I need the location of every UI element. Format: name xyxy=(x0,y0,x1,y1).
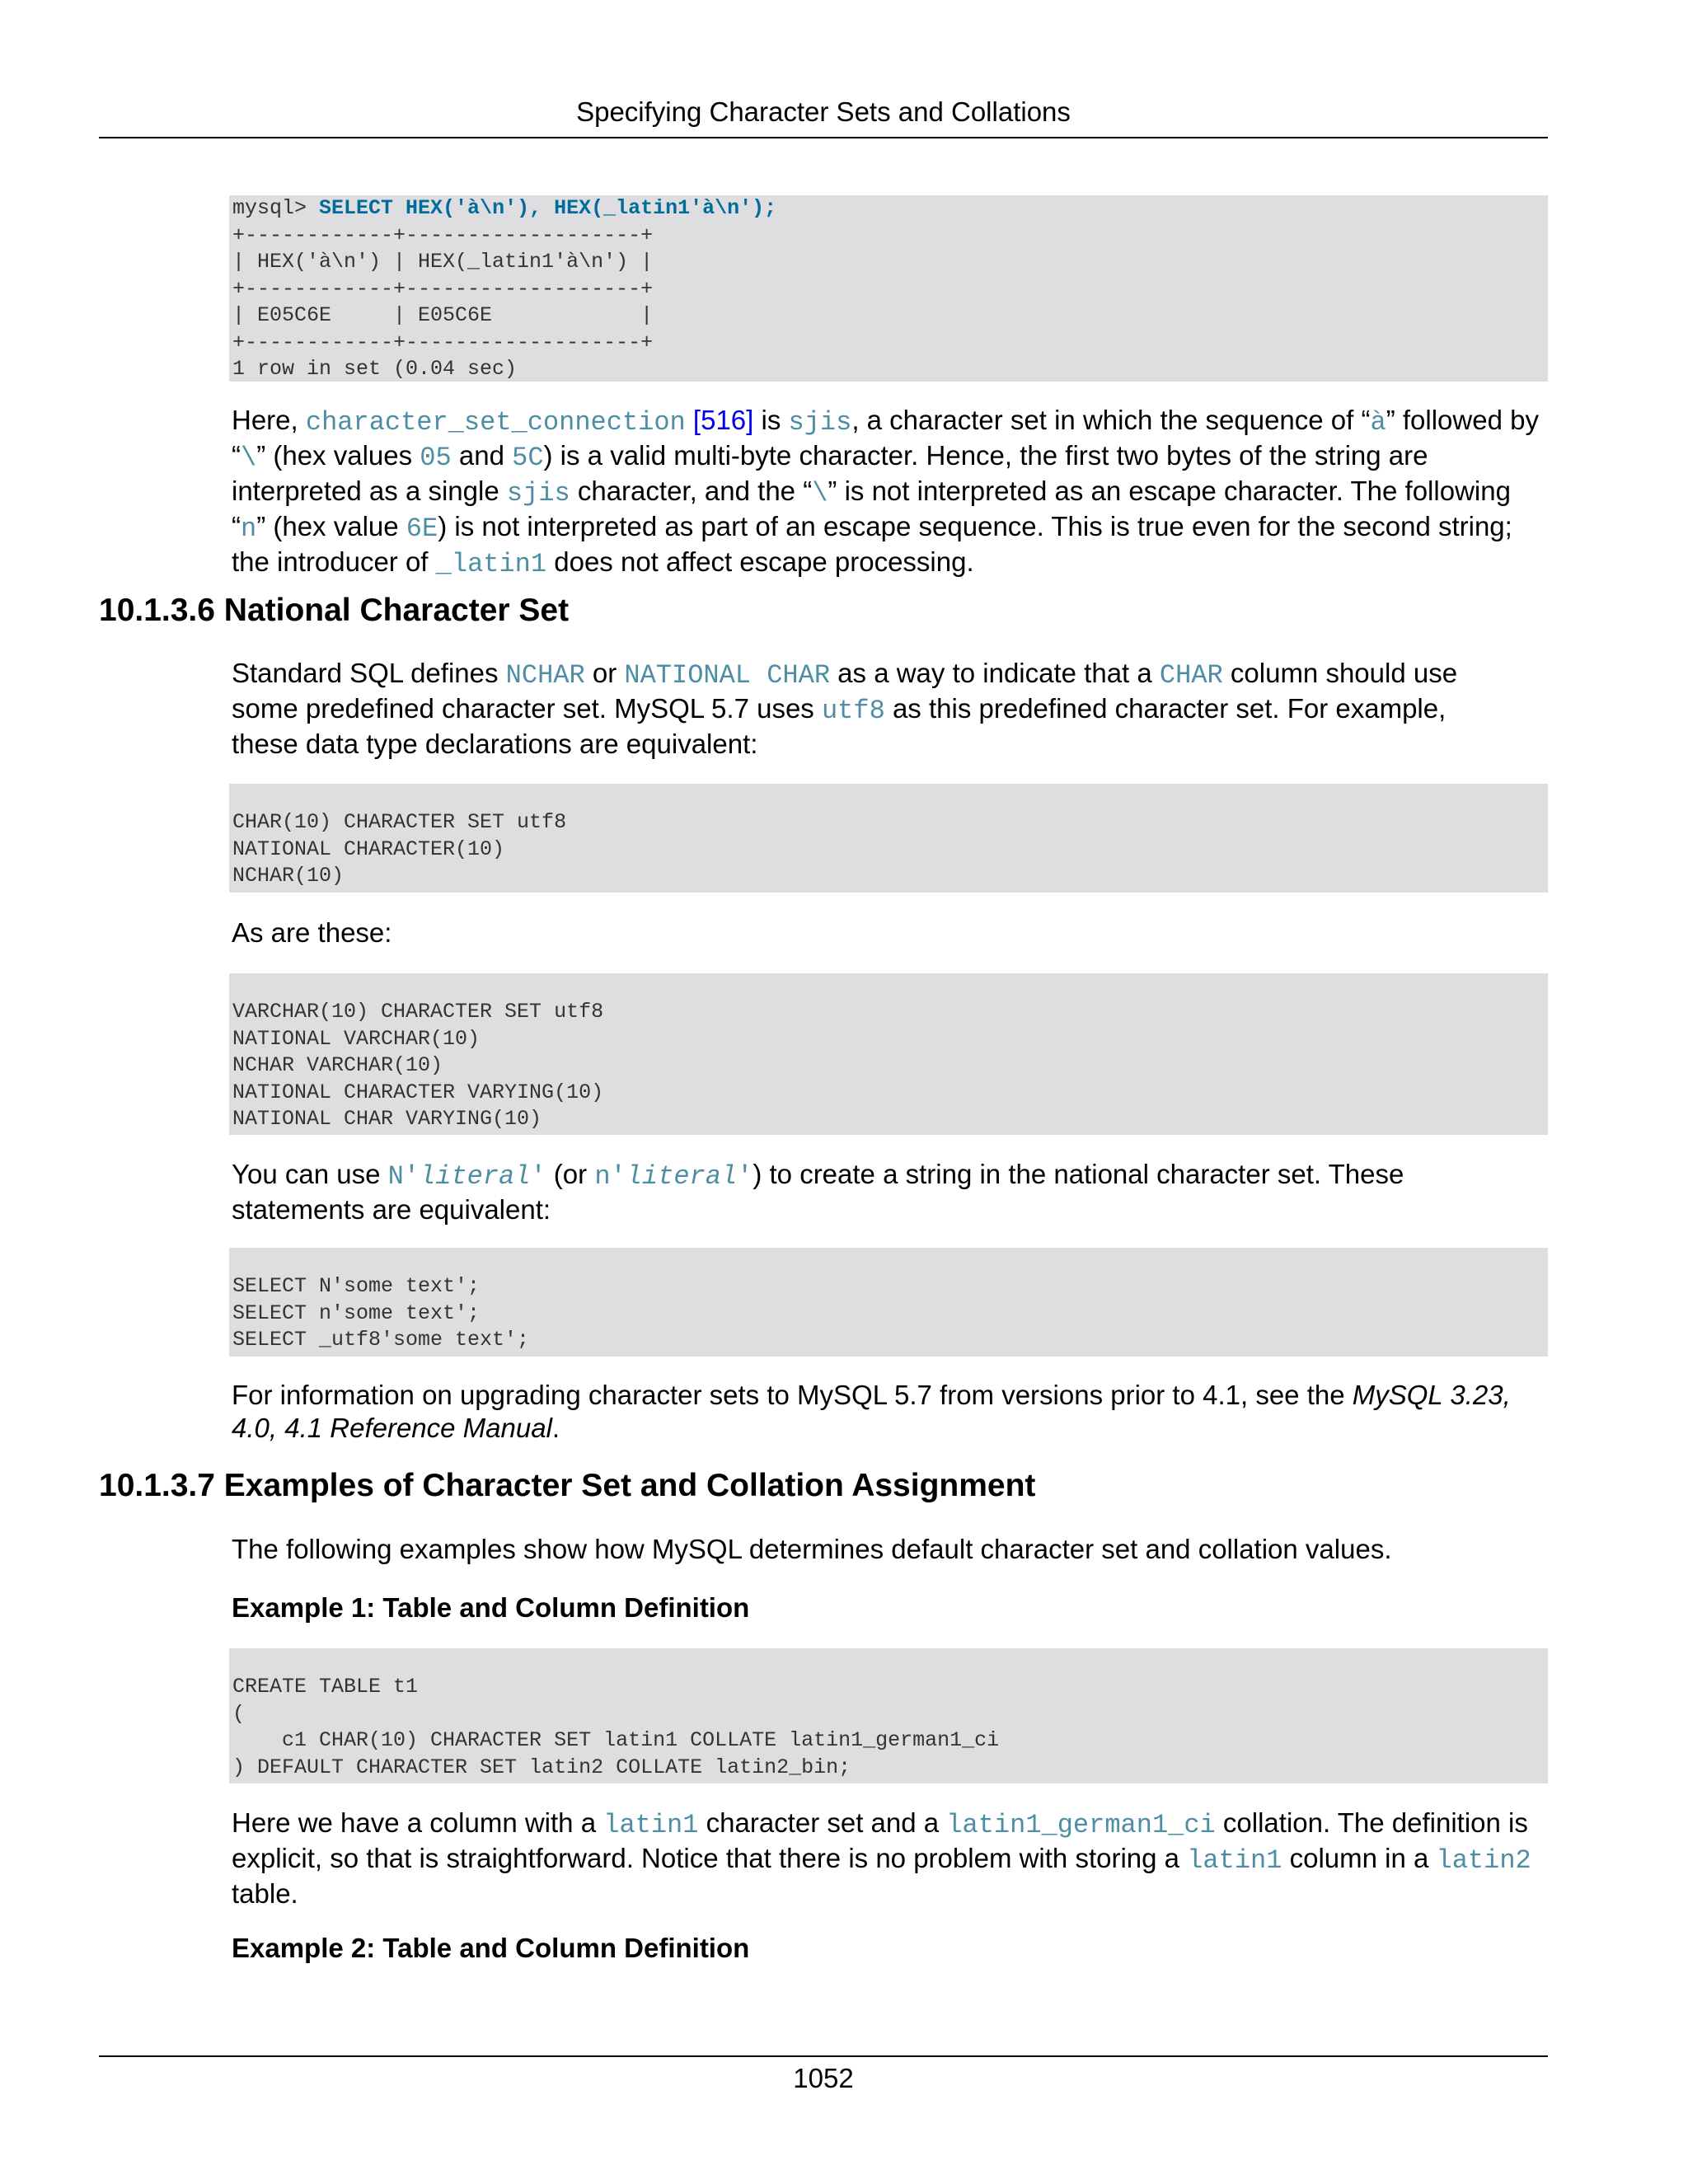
code-latin1: latin1 xyxy=(603,1810,699,1840)
code-block-create-table: CREATE TABLE t1 ( c1 CHAR(10) CHARACTER SET latin1 COLLATE latin1_german1_ci ) DEFAULT CHARACTER SET latin2 COLLATE latin2_bin; xyxy=(229,1648,1548,1783)
text: or xyxy=(584,658,625,688)
code-literal: literal xyxy=(626,1161,738,1192)
paragraph-national-literal xyxy=(232,1158,1443,1226)
code-quote: ' xyxy=(737,1161,753,1192)
code-sjis: sjis xyxy=(788,407,852,438)
text: column should use some predefined character set. MySQL 5.7 uses xyxy=(232,658,1458,724)
text: ” followed by “ xyxy=(232,405,1539,471)
text: ) to create a string in the national character set. These statements are equivalent: xyxy=(232,1159,1404,1225)
example-2-heading: Example 2: Table and Column Definition xyxy=(232,1933,750,1963)
text: as this predefined character set. For example, these data type declarations are equivalent: xyxy=(232,693,1447,759)
text: ) is not interpreted as part of an escape sequence. This is true even for the second string; the introducer of xyxy=(232,511,1512,577)
text: . xyxy=(551,1413,560,1443)
code-hex-5c: 5C xyxy=(512,443,544,473)
text: (or xyxy=(546,1159,595,1189)
code-national-char: NATIONAL CHAR xyxy=(624,660,831,691)
paragraph-upgrading-info xyxy=(232,1379,1549,1445)
code-latin2: latin2 xyxy=(1436,1845,1531,1876)
manual-title: MySQL 3.23, 4.0, 4.1 Reference Manual xyxy=(232,1380,1511,1443)
mysql-prompt: mysql> xyxy=(232,196,320,220)
code-hex-6e: 6E xyxy=(406,513,438,544)
code-n-prefix: N' xyxy=(387,1161,420,1192)
text: ) is a valid multi-byte character. Hence, the first two bytes of the string are interpreted as a single xyxy=(232,440,1428,506)
text: ” is not interpreted as an escape character. The following “ xyxy=(232,476,1511,541)
footer-rule xyxy=(99,2055,1548,2057)
code-quote: ' xyxy=(530,1161,546,1192)
text: ” (hex values xyxy=(256,440,420,471)
text: is xyxy=(753,405,789,435)
text: For information on upgrading character sets to MySQL 5.7 from versions prior to 4.1, see the xyxy=(232,1380,1353,1410)
code-block-hex-query xyxy=(229,195,1548,382)
paragraph-examples-intro: The following examples show how MySQL determines default character set and collation values. xyxy=(232,1534,1392,1564)
code-sjis: sjis xyxy=(506,478,570,509)
paragraph-sjis-explanation xyxy=(232,404,1549,581)
code-block-select-literals: SELECT N'some text'; SELECT n'some text'; SELECT _utf8'some text'; xyxy=(229,1248,1548,1357)
text: , a character set in which the sequence of “ xyxy=(851,405,1371,435)
code-latin1-introducer: _latin1 xyxy=(435,549,547,579)
page-reference-link[interactable]: [516] xyxy=(692,405,754,435)
code-block-char-declarations: CHAR(10) CHARACTER SET utf8 NATIONAL CHARACTER(10) NCHAR(10) xyxy=(229,784,1548,893)
code-char: CHAR xyxy=(1159,660,1223,691)
code-n-prefix-lower: n' xyxy=(594,1161,626,1192)
text: does not affect escape processing. xyxy=(546,546,974,577)
example-1-heading: Example 1: Table and Column Definition xyxy=(232,1592,750,1623)
code-block-varchar-declarations: VARCHAR(10) CHARACTER SET utf8 NATIONAL VARCHAR(10) NCHAR VARCHAR(10) NATIONAL CHARACTER VARYING(10) NATIONAL CHAR VARYING(10) xyxy=(229,973,1548,1135)
text: Standard SQL defines xyxy=(232,658,506,688)
text: as a way to indicate that a xyxy=(830,658,1160,688)
code-nchar: NCHAR xyxy=(505,660,585,691)
text: ” (hex value xyxy=(256,511,406,541)
code-backslash: \ xyxy=(241,443,257,473)
code-latin1-german1-ci: latin1_german1_ci xyxy=(946,1810,1216,1840)
code-literal: literal xyxy=(420,1161,531,1192)
sql-command: SELECT HEX('à\n'), HEX(_latin1'à\n'); xyxy=(319,196,777,220)
code-n: n xyxy=(241,513,257,544)
paragraph-as-are-these: As are these: xyxy=(232,917,392,948)
page-number: 1052 xyxy=(793,2063,854,2093)
code-latin1: latin1 xyxy=(1187,1845,1282,1876)
code-hex-05: 05 xyxy=(420,443,452,473)
code-a-grave: à xyxy=(1370,407,1386,438)
text: Here, xyxy=(232,405,306,435)
text: character set and a xyxy=(698,1807,947,1838)
text: table. xyxy=(232,1878,298,1909)
code-utf8: utf8 xyxy=(821,696,885,726)
text: and xyxy=(451,440,513,471)
running-header: Specifying Character Sets and Collations xyxy=(576,96,1071,127)
query-output: +------------+-------------------+ | HEX('à\n') | HEX(_latin1'à\n') | +------------+-------------------+ | E05C6E | E05C6E | +------------+-------------------+ 1 row in set (0.04 sec) xyxy=(232,223,654,381)
section-heading-examples: 10.1.3.7 Examples of Character Set and Collation Assignment xyxy=(99,1468,1036,1503)
section-heading-national-character-set: 10.1.3.6 National Character Set xyxy=(99,593,570,628)
paragraph-example-1-explanation xyxy=(232,1807,1549,1910)
text: column in a xyxy=(1282,1843,1437,1873)
header-rule xyxy=(99,137,1548,138)
text: You can use xyxy=(232,1159,388,1189)
text: collation. The definition is explicit, so that is straightforward. Notice that there is no problem with storing a xyxy=(232,1807,1528,1873)
code-backslash: \ xyxy=(812,478,828,509)
paragraph-nchar xyxy=(232,657,1501,761)
text: Here we have a column with a xyxy=(232,1807,604,1838)
code-character-set-connection: character_set_connection xyxy=(305,407,686,438)
text: character, and the “ xyxy=(570,476,813,506)
